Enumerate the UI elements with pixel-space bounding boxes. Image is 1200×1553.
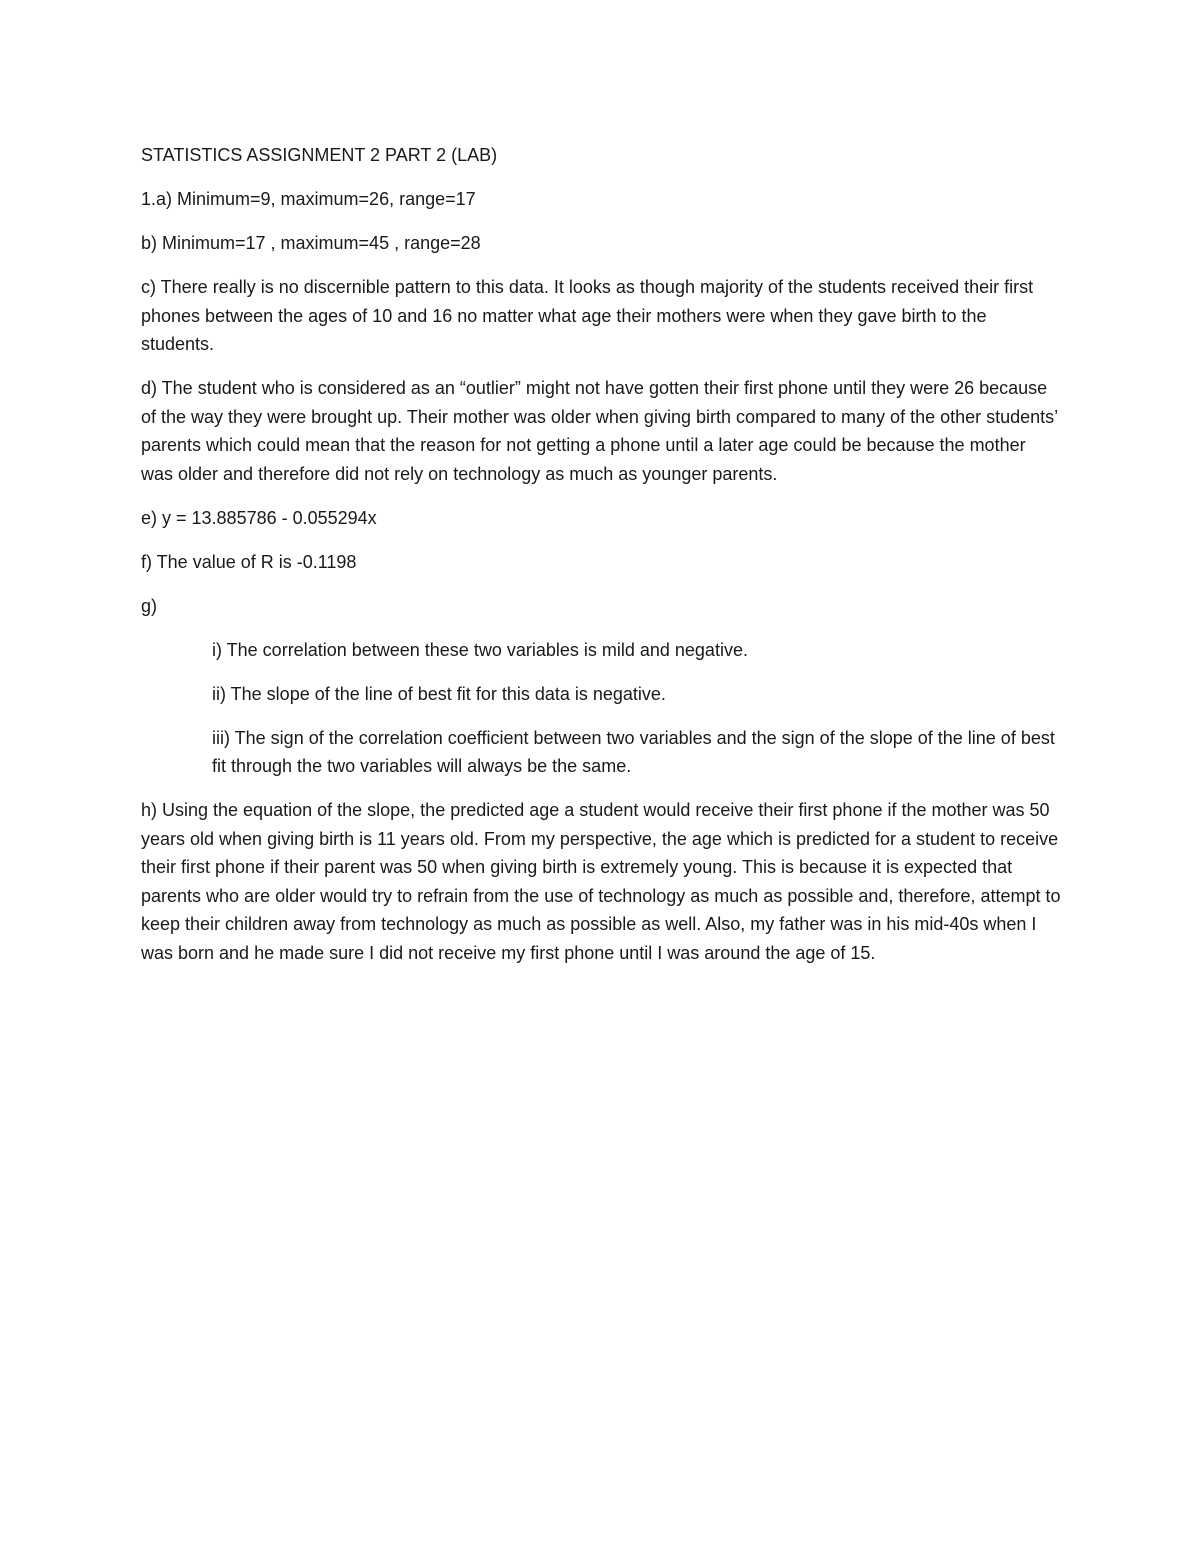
answer-d: d) The student who is considered as an “outlier” might not have gotten their first phone until they were 26 because of the way they were brought up. Their mother was older when giving birth compared to many of the other students’ parents which could mean that the reason for not getting a phone until a later age could be because the mother was older and therefore did not rely on technology as much as younger parents. — [141, 378, 1058, 484]
document-body — [141, 141, 1061, 983]
answer-h: h) Using the equation of the slope, the predicted age a student would receive their first phone if the mother was 50 years old when giving birth is 11 years old. From my perspective, the age which is predicted for a student to receive their first phone if their parent was 50 when giving birth is extremely young. This is because it is expected that parents who are older would try to refrain from the use of technology as much as possible and, therefore, attempt to keep their children away from technology as much as possible as well. Also, my father was in his mid-40s when I was born and he made sure I did not receive my first phone until I was around the age of 15. — [141, 800, 1061, 963]
answer-g: g) — [141, 595, 158, 616]
answer-e: e) y = 13.885786 - 0.055294x — [141, 507, 377, 528]
answer-g-iii: iii) The sign of the correlation coefficient between two variables and the sign of the slope of the line of best fit through the two variables will always be the same. — [212, 727, 1055, 776]
answer-c: c) There really is no discernible pattern to this data. It looks as though majority of the students received their first phones between the ages of 10 and 16 no matter what age their mothers were when they gave birth to the students. — [141, 277, 1034, 354]
answer-g-i: i) The correlation between these two variables is mild and negative. — [212, 639, 748, 660]
answer-f: f) The value of R is -0.1198 — [141, 551, 357, 572]
answer-1a: 1.a) Minimum=9, maximum=26, range=17 — [141, 189, 476, 209]
answer-g-ii: ii) The slope of the line of best fit for this data is negative. — [212, 683, 666, 704]
document-title: STATISTICS ASSIGNMENT 2 PART 2 (LAB) — [141, 145, 498, 165]
answer-b: b) Minimum=17 , maximum=45 , range=28 — [141, 233, 481, 253]
